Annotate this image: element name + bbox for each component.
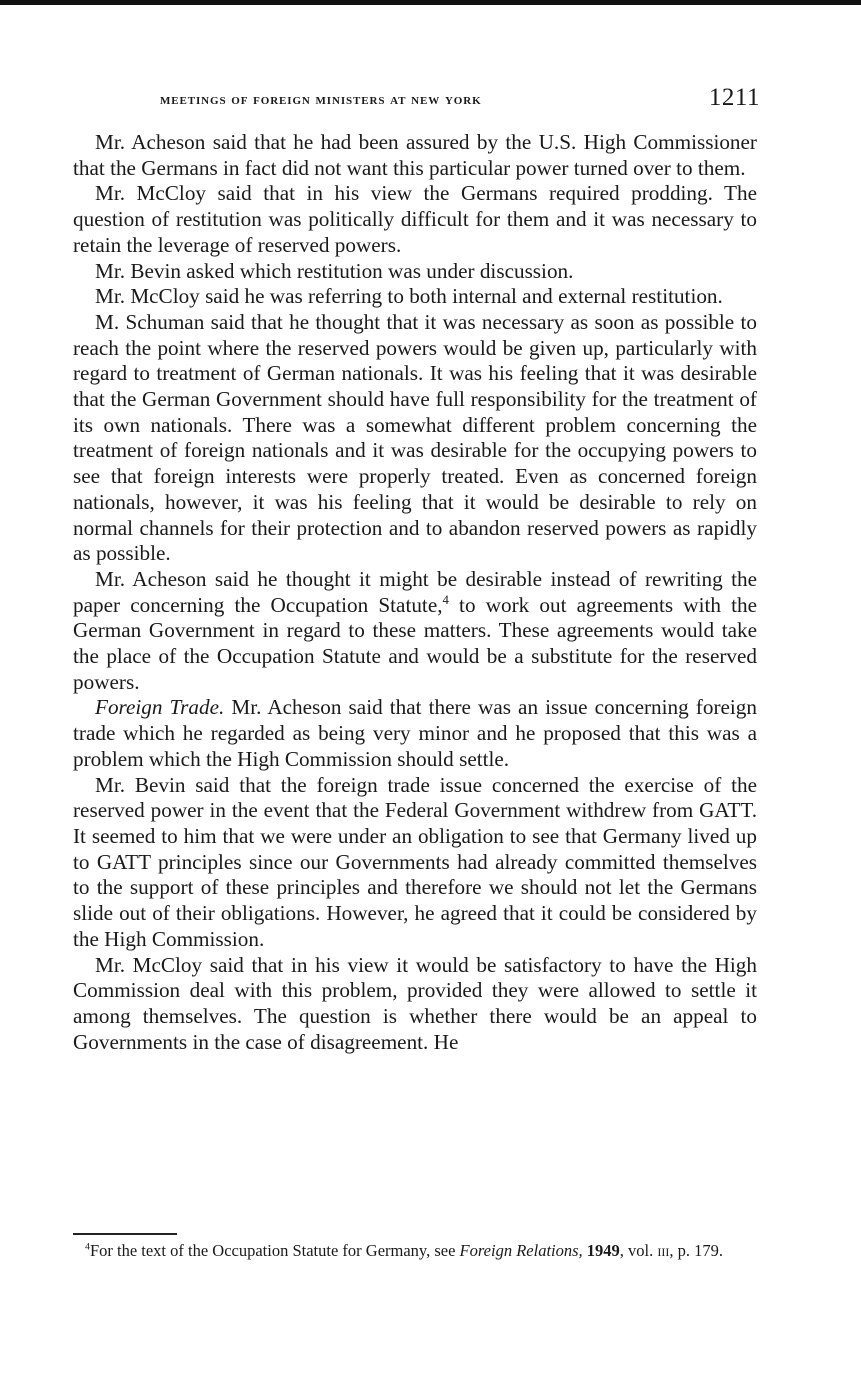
paragraph-mccloy-high-commission	[73, 953, 757, 1056]
paragraph-text: to work out agreements with the German Government in regard to these matters. These agreements would take the place of the Occupation Statute and would be a substitute for the reserved powers.	[73, 592, 757, 694]
footnote-page-ref: , p. 179.	[669, 1241, 724, 1260]
paragraph-mccloy-restitution	[73, 284, 757, 310]
page-number: 1211	[708, 84, 760, 111]
footnote-text: For the text of the Occupation Statute for Germany, see	[89, 1241, 460, 1260]
section-run-in-heading: Foreign Trade.	[95, 695, 225, 720]
footnote-text: , vol.	[619, 1241, 658, 1260]
paragraph-bevin-gatt	[73, 773, 757, 953]
paragraph-foreign-trade	[73, 695, 757, 772]
paragraph-mccloy-prodding	[73, 181, 757, 258]
footnote-year: 1949	[586, 1241, 620, 1260]
page-header	[160, 84, 760, 116]
paragraph-text: Mr. Acheson said that there was an issue concerning foreign trade which he regarded as being very minor and he proposed that this was a problem which the High Commission should settle.	[73, 695, 757, 771]
paragraph-text: Mr. Bevin said that the foreign trade issue concerned the exercise of the reserved power in the event that the Federal Government withdrew from GATT. It seemed to him that we were under an obligation to see that Germany lived up to GATT principles since our Governments had already committed themselves to the support of these principles and therefore we should not let the Germans slide out of their obligations. However, he agreed that it could be considered by the High Commission.	[73, 772, 757, 951]
top-border-rule	[0, 0, 861, 5]
paragraph-text: Mr. McCloy said he was referring to both internal and external restitution.	[95, 284, 723, 309]
paragraph-schuman	[73, 310, 757, 567]
paragraph-text: Mr. Bevin asked which restitution was under discussion.	[95, 258, 574, 283]
footnote-divider	[73, 1233, 177, 1235]
footnote-marker: 4	[85, 1241, 90, 1253]
paragraph-text: Mr. McCloy said that in his view the Germans required prodding. The question of restitution was politically difficult for them and it was necessary to retain the leverage of reserved powers.	[73, 181, 757, 257]
footnote-italic-title: Foreign Relations,	[459, 1241, 583, 1260]
paragraph-text: Mr. Acheson said he thought it might be desirable instead of rewriting the paper concerning the Occupation Statute,	[73, 566, 757, 617]
footnote-reference: 4	[442, 592, 449, 607]
paragraph-text: M. Schuman said that he thought that it was necessary as soon as possible to reach the point where the reserved powers would be given up, particularly with regard to treatment of German nationals. It was his feeling that it was desirable that the German Government should have full responsibility for the treatment of its own nationals. There was a somewhat different problem concerning the treatment of foreign nationals and it was desirable for the occupying powers to see that foreign interests were properly treated. Even as concerned foreign nationals, however, it was his feeling that it would be desirable to rely on normal channels for their protection and to abandon reserved powers as rapidly as possible.	[73, 309, 757, 566]
running-head: meetings of foreign ministers at new york	[160, 91, 482, 108]
paragraph-text: Mr. Acheson said that he had been assured by the U.S. High Commissioner that the Germans in fact did not want this particular power turned over to them.	[73, 130, 757, 180]
paragraph-acheson-agreements	[73, 567, 757, 696]
paragraph-acheson-assured	[73, 130, 757, 181]
body-text	[73, 130, 757, 1055]
paragraph-text: Mr. McCloy said that in his view it would be satisfactory to have the High Commission deal with this problem, provided they were allowed to settle it among themselves. The question is whether there would be an appeal to Governments in the case of disagreement. He	[73, 952, 757, 1054]
footnote-volume: iii	[657, 1241, 670, 1260]
paragraph-bevin-asked	[73, 259, 757, 285]
footnote	[73, 1240, 757, 1261]
